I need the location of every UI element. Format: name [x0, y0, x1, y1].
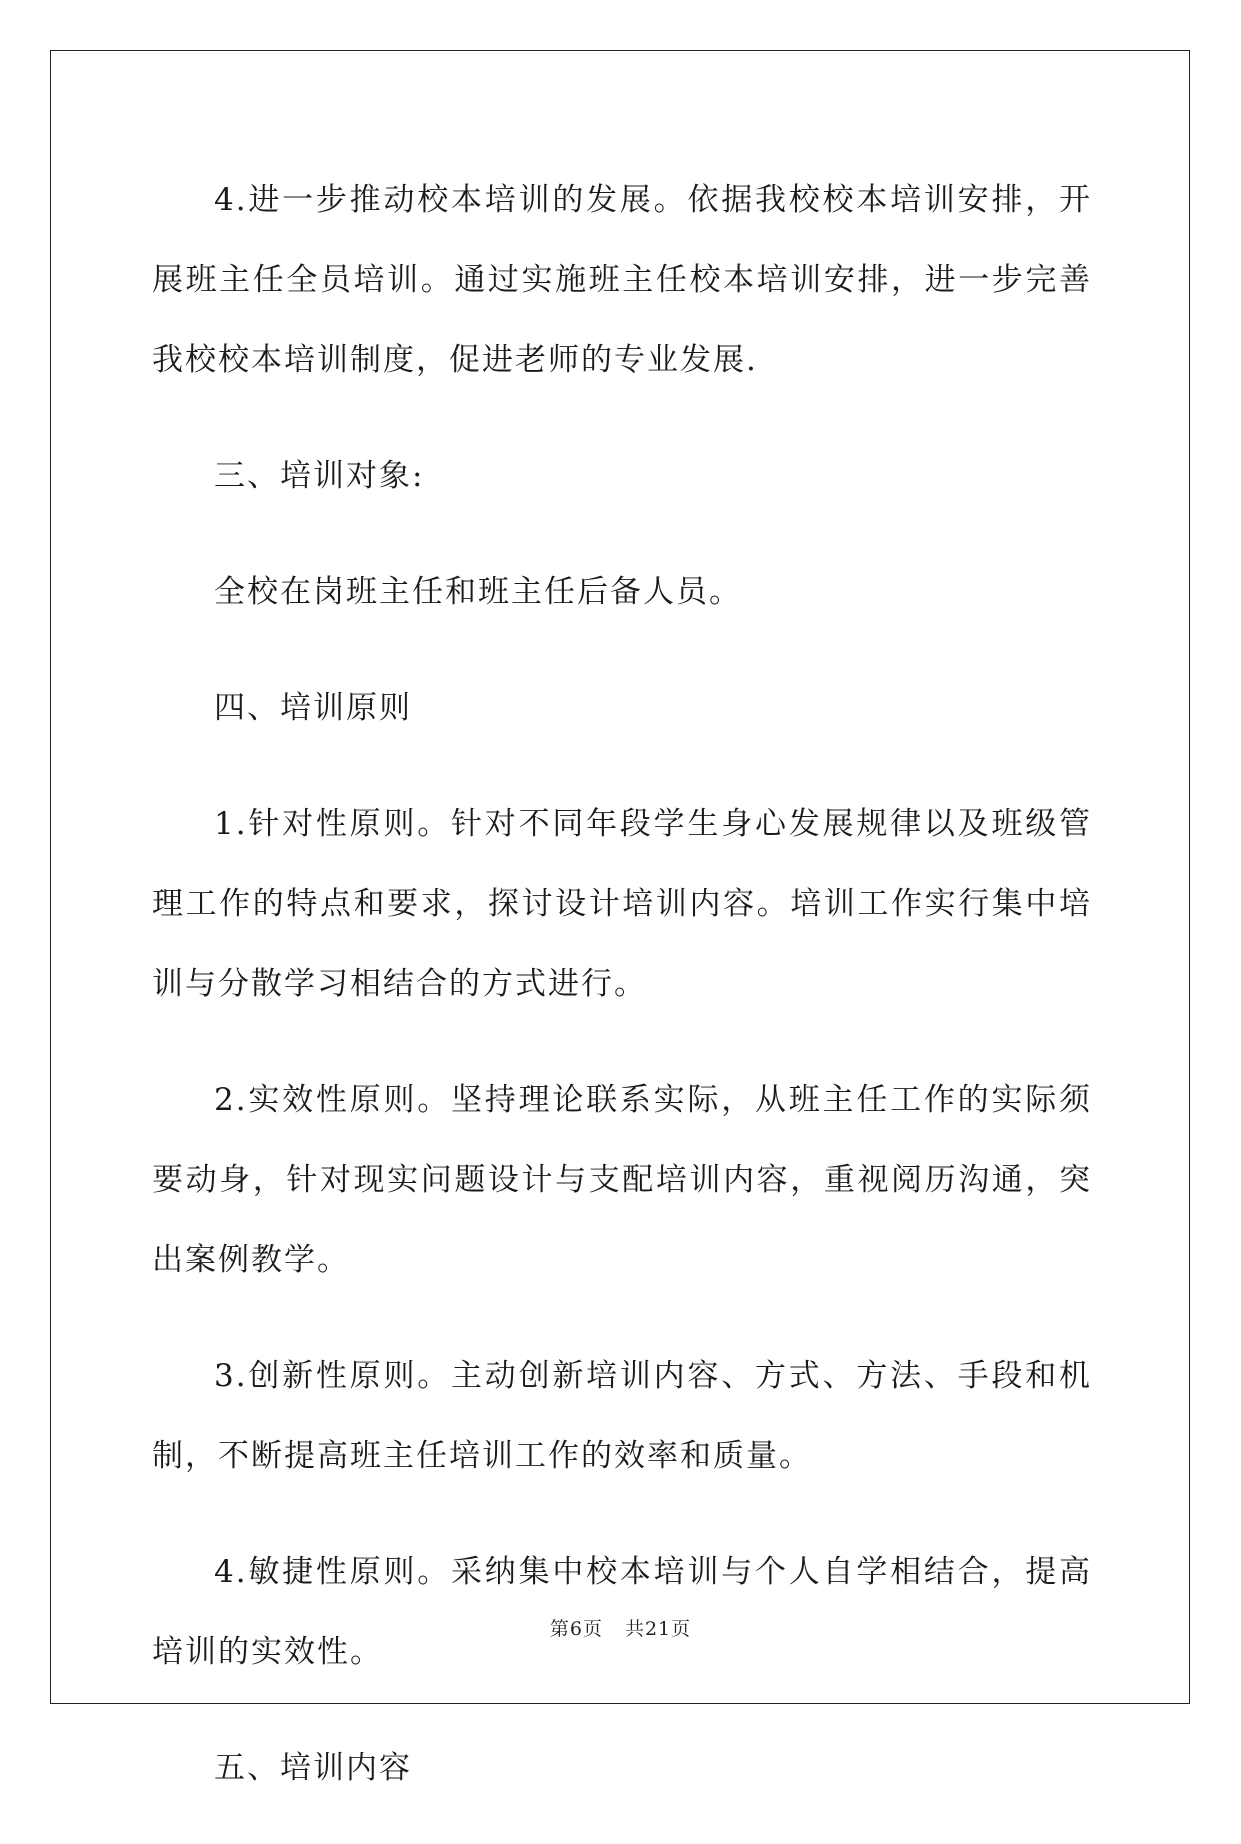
section-heading: 五、培训内容 — [214, 1750, 412, 1786]
section-heading: 四、培训原则 — [214, 690, 412, 726]
document-body — [152, 160, 1092, 1844]
page-total: 共21页 — [624, 1618, 692, 1640]
paragraph: 全校在岗班主任和班主任后备人员。 — [214, 574, 742, 610]
paragraph: 1.针对性原则。针对不同年段学生身心发展规律以及班级管理工作的特点和要求，探讨设计培训内容。培训工作实行集中培训与分散学习相结合的方式进行。 — [152, 806, 1092, 1002]
page-number: 第6页 — [549, 1618, 603, 1640]
page-footer — [0, 1614, 1241, 1641]
paragraph: 3.创新性原则。主动创新培训内容、方式、方法、手段和机制，不断提高班主任培训工作的效率和质量。 — [152, 1358, 1092, 1474]
paragraph: 2.实效性原则。坚持理论联系实际，从班主任工作的实际须要动身，针对现实问题设计与支配培训内容，重视阅历沟通，突出案例教学。 — [152, 1082, 1092, 1278]
paragraph: 4.敏捷性原则。采纳集中校本培训与个人自学相结合，提高培训的实效性。 — [152, 1554, 1092, 1670]
section-heading: 三、培训对象: — [214, 458, 425, 494]
paragraph: 4.进一步推动校本培训的发展。依据我校校本培训安排，开展班主任全员培训。通过实施班主任校本培训安排，进一步完善我校校本培训制度，促进老师的专业发展. — [152, 182, 1092, 378]
